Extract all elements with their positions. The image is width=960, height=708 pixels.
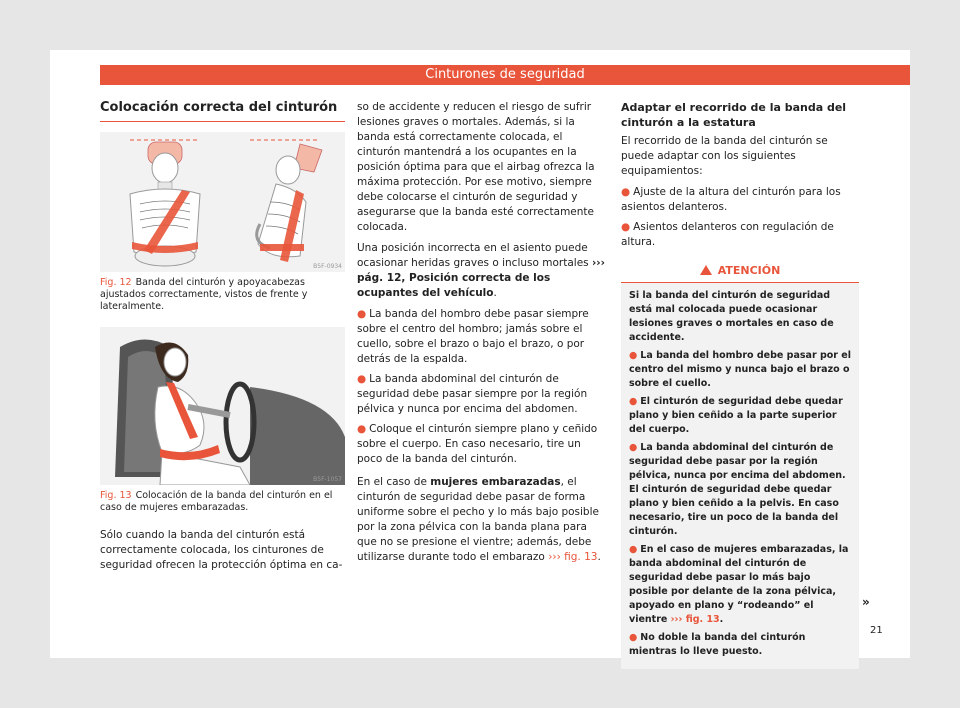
warning-item xyxy=(629,631,851,659)
warning-item-text: No doble la banda del cinturón mientras lo lleve puesto. xyxy=(629,632,806,657)
paragraph-text: Una posición incorrecta en el asiento puede ocasionar heridas graves o incluso mortales xyxy=(357,242,589,269)
warning-header xyxy=(621,258,859,283)
paragraph-text: , el cinturón de seguridad debe pasar de forma uniforme sobre el pecho y lo más bajo posible por la zona pélvica con la banda plana para que no se presione el vientre; además, debe utilizarse durante todo el embarazo xyxy=(357,476,599,563)
figure-13-caption xyxy=(100,490,345,514)
warning-icon xyxy=(700,265,712,275)
warning-box xyxy=(621,258,859,669)
list-item-text: La banda abdominal del cinturón de seguridad debe pasar siempre por la región pélvica y nunca por encima del abdomen. xyxy=(357,373,588,415)
continue-icon: » xyxy=(862,595,870,609)
paragraph-end: . xyxy=(597,551,601,563)
emphasis-text: mujeres embarazadas xyxy=(430,476,561,488)
body-paragraph: El recorrido de la banda del cinturón se puede adaptar con los siguientes equipamientos: xyxy=(621,135,828,177)
page xyxy=(50,50,910,658)
figure-number: Fig. 13 xyxy=(100,490,132,501)
column-1 xyxy=(100,100,345,579)
section-title: Colocación correcta del cinturón xyxy=(100,100,345,122)
figure-reference-link[interactable]: ››› fig. 13 xyxy=(670,614,720,625)
chapter-header: Cinturones de seguridad xyxy=(100,65,910,85)
figure-id: B5F-0934 xyxy=(313,263,342,270)
warning-intro: Si la banda del cinturón de seguridad está mal colocada puede ocasionar lesiones graves o mortales en caso de accidente. xyxy=(629,290,834,343)
page-number: 21 xyxy=(870,625,883,636)
list-item-text: Coloque el cinturón siempre plano y ceñido sobre el cuerpo. En caso necesario, tire un poco de la banda del cinturón. xyxy=(357,423,598,465)
bullet-icon: ● xyxy=(629,396,638,407)
pregnant-belt-illustration xyxy=(100,327,345,485)
paragraph-text: En el caso de xyxy=(357,476,427,488)
belt-front-side-illustration xyxy=(100,132,345,272)
bullet-icon: ● xyxy=(629,350,638,361)
warning-body xyxy=(621,289,859,659)
column-2 xyxy=(357,100,607,571)
paragraph-end: . xyxy=(719,614,724,625)
list-item-text: Asientos delanteros con regulación de altura. xyxy=(621,221,834,248)
bullet-icon: ● xyxy=(621,221,631,233)
body-paragraph xyxy=(357,475,607,565)
list-item-text: Ajuste de la altura del cinturón para los asientos delanteros. xyxy=(621,186,841,213)
bullet-icon: ● xyxy=(629,632,638,643)
bullet-icon: ● xyxy=(629,442,638,453)
warning-item-text: El cinturón de seguridad debe quedar plano y bien ceñido a la parte superior del cuerpo. xyxy=(629,396,843,435)
page-reference-link[interactable]: ››› pág. 12, Posición correcta de los ocupantes del vehículo xyxy=(357,257,605,299)
warning-item xyxy=(629,395,851,437)
list-item xyxy=(357,307,607,367)
bullet-icon: ● xyxy=(629,544,638,555)
body-paragraph xyxy=(357,241,607,301)
figure-12-image xyxy=(100,132,345,272)
caption-text: Colocación de la banda del cinturón en el caso de mujeres embarazadas. xyxy=(100,490,333,513)
bullet-icon: ● xyxy=(621,186,631,198)
list-item xyxy=(621,185,859,215)
warning-item xyxy=(629,349,851,391)
bullet-icon: ● xyxy=(357,373,367,385)
bullet-icon: ● xyxy=(357,308,367,320)
warning-item-text: La banda del hombro debe pasar por el centro del mismo y nunca bajo el brazo o sobre el cuello. xyxy=(629,350,851,389)
warning-item xyxy=(629,543,851,627)
caption-text: Banda del cinturón y apoyacabezas ajustados correctamente, vistos de frente y lateralmente. xyxy=(100,277,308,312)
figure-reference-link[interactable]: ››› fig. 13 xyxy=(548,551,598,563)
paragraph-end: . xyxy=(493,287,497,299)
figure-number: Fig. 12 xyxy=(100,277,132,288)
subsection-title: Adaptar el recorrido de la banda del cinturón a la estatura xyxy=(621,101,847,129)
body-paragraph: Sólo cuando la banda del cinturón está correctamente colocada, los cinturones de seguridad ofrecen la protección óptima en ca- xyxy=(100,529,343,571)
warning-item-text: La banda abdominal del cinturón de seguridad debe pasar por la región pélvica, nunca por encima del abdomen. El cinturón de seguridad debe quedar plano y bien ceñido a la pelvis. En caso necesario, tire un poco de la banda del cinturón. xyxy=(629,442,846,537)
warning-item xyxy=(629,441,851,539)
figure-id: B5F-1057 xyxy=(313,476,342,483)
body-paragraph: so de accidente y reducen el riesgo de sufrir lesiones graves o mortales. Además, si la banda está correctamente colocada, el cinturón mantendrá a los ocupantes en la posición óptima para que el airbag ofrezca la máxima protección. Por ese motivo, siempre debe colocarse el cinturón de seguridad y asegurarse que la banda esté correctamente colocada. xyxy=(357,101,595,233)
list-item xyxy=(357,422,607,467)
warning-title: ATENCIÓN xyxy=(717,264,781,277)
figure-12-caption xyxy=(100,277,345,313)
bullet-icon: ● xyxy=(357,423,367,435)
column-3 xyxy=(621,100,859,669)
list-item xyxy=(621,220,859,250)
list-item-text: La banda del hombro debe pasar siempre sobre el centro del hombro; jamás sobre el cuello, sobre el brazo o bajo el brazo, o por detrás de la espalda. xyxy=(357,308,589,365)
warning-item-text: En el caso de mujeres embarazadas, la banda abdominal del cinturón de seguridad debe pasar lo más bajo posible por delante de la zona pélvica, apoyado en plano y “rodeando” el vientre xyxy=(629,544,849,625)
figure-13-image xyxy=(100,327,345,485)
list-item xyxy=(357,372,607,417)
